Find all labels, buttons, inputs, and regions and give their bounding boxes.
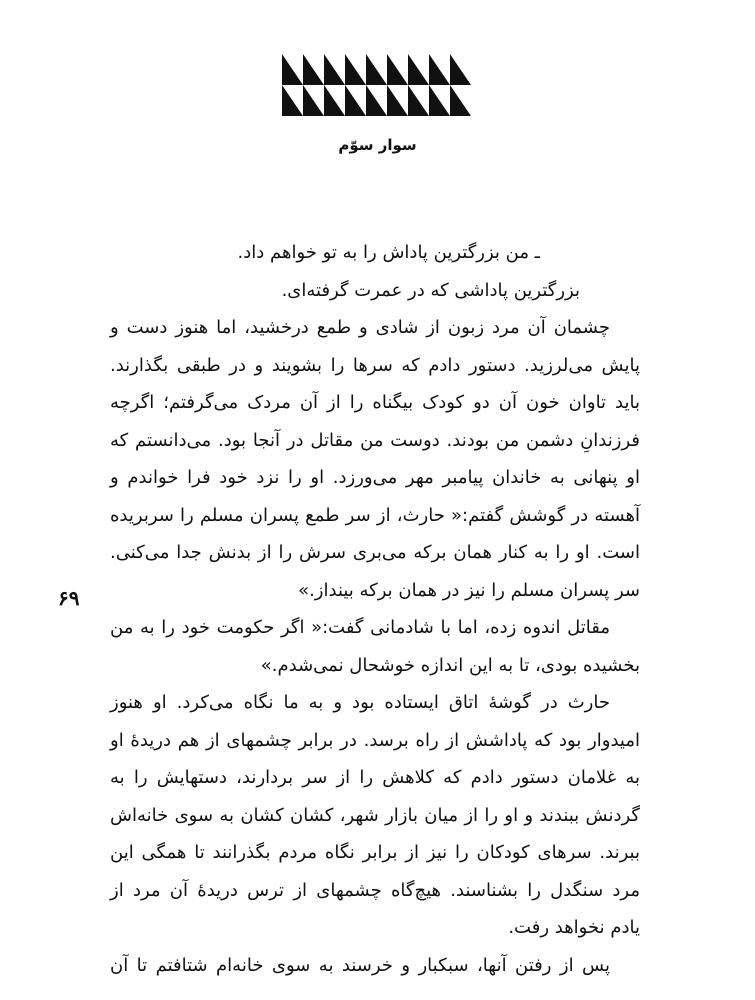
text-line: امیدوار بود که پاداشش از راه برسد. در برابر چشمهای از هم دریدهٔ او xyxy=(110,729,640,751)
ornament-triangle xyxy=(303,54,324,85)
text-line: باید تاوان خون آن دو کودک بیگناه را از آن مردک می‌گرفتم؛ اگرچه xyxy=(110,392,640,413)
text-line: پایش می‌لرزید. دستور دادم که سرها را بشویند و در طبقی بگذارند. xyxy=(110,354,640,376)
ornament-triangle xyxy=(324,54,345,85)
page-number: ۶۹ xyxy=(58,586,80,610)
ornament-triangle xyxy=(429,85,450,116)
ornament-triangle xyxy=(429,54,450,85)
text-line: حارث در گوشهٔ اتاق ایستاده بود و به ما نگاه می‌کرد. او هنوز xyxy=(110,692,610,713)
text-line: او پنهانی به خاندان پیامبر مهر می‌ورزد. او را نزد خود فرا خواندم و xyxy=(110,467,640,488)
text-line: ـ من بزرگترین پاداش را به تو خواهم داد. xyxy=(237,242,540,263)
ornament-triangle xyxy=(366,54,387,85)
ornament-triangle xyxy=(450,54,471,85)
triangle-pattern-ornament xyxy=(282,54,471,116)
text-line: ببرند. سرهای کودکان را نیز از برابر نگاه مردم بگذرانند تا همگی این xyxy=(110,842,640,863)
text-line: یادم نخواهد رفت. xyxy=(508,917,640,938)
ornament-triangle xyxy=(345,85,366,116)
ornament-triangle xyxy=(387,85,408,116)
text-line: چشمان آن مرد زبون از شادی و طمع درخشید، اما هنوز دست و xyxy=(110,317,610,338)
text-line: مقاتل اندوه زده، اما با شادمانی گفت:« اگر حکومت خود را به من xyxy=(110,617,610,638)
chapter-title: سوار سوّم xyxy=(338,136,417,154)
ornament-triangle xyxy=(450,85,471,116)
text-line: آهسته در گوشش گفتم:« حارث، از سر طمع پسران مسلم را سربریده xyxy=(110,504,640,526)
ornament-triangle xyxy=(282,54,303,85)
text-line: بزرگترین پاداشی که در عمرت گرفته‌ای. xyxy=(281,279,580,301)
ornament-triangle xyxy=(408,85,429,116)
ornament-triangle xyxy=(387,54,408,85)
text-line: سر پسران مسلم را نیز در همان برکه بینداز.» xyxy=(298,579,640,601)
ornament-triangle xyxy=(303,85,324,116)
text-line: است. او را به کنار همان برکه می‌بری سرش را از بدنش جدا می‌کنی. xyxy=(110,542,640,563)
text-line: پس از رفتن آنها، سبکبار و خرسند به سوی خانه‌ام شتافتم تا آن xyxy=(110,954,610,976)
text-line: مرد سنگدل را بشناسند. هیچ‌گاه چشمهای از ترس دریدهٔ آن مرد از xyxy=(110,879,640,901)
text-line: به غلامان دستور دادم که کلاهش را از سر بردارند، دستهایش را به xyxy=(110,767,640,788)
ornament-triangle xyxy=(324,85,345,116)
text-line: بخشیده بودی، تا به این اندازه خوشحال نمی‌شدم.» xyxy=(260,654,640,676)
text-line: فرزندانِ دشمن من بودند. دوست من مقاتل در آنجا بود. می‌دانستم که xyxy=(110,429,640,451)
ornament-triangle xyxy=(366,85,387,116)
ornament-triangle xyxy=(282,85,303,116)
body-text xyxy=(110,234,640,984)
ornament-triangle xyxy=(345,54,366,85)
ornament-triangle xyxy=(408,54,429,85)
text-line: گردنش ببندند و او را از میان بازار شهر، کشان کشان به سوی خانه‌اش xyxy=(110,804,640,826)
